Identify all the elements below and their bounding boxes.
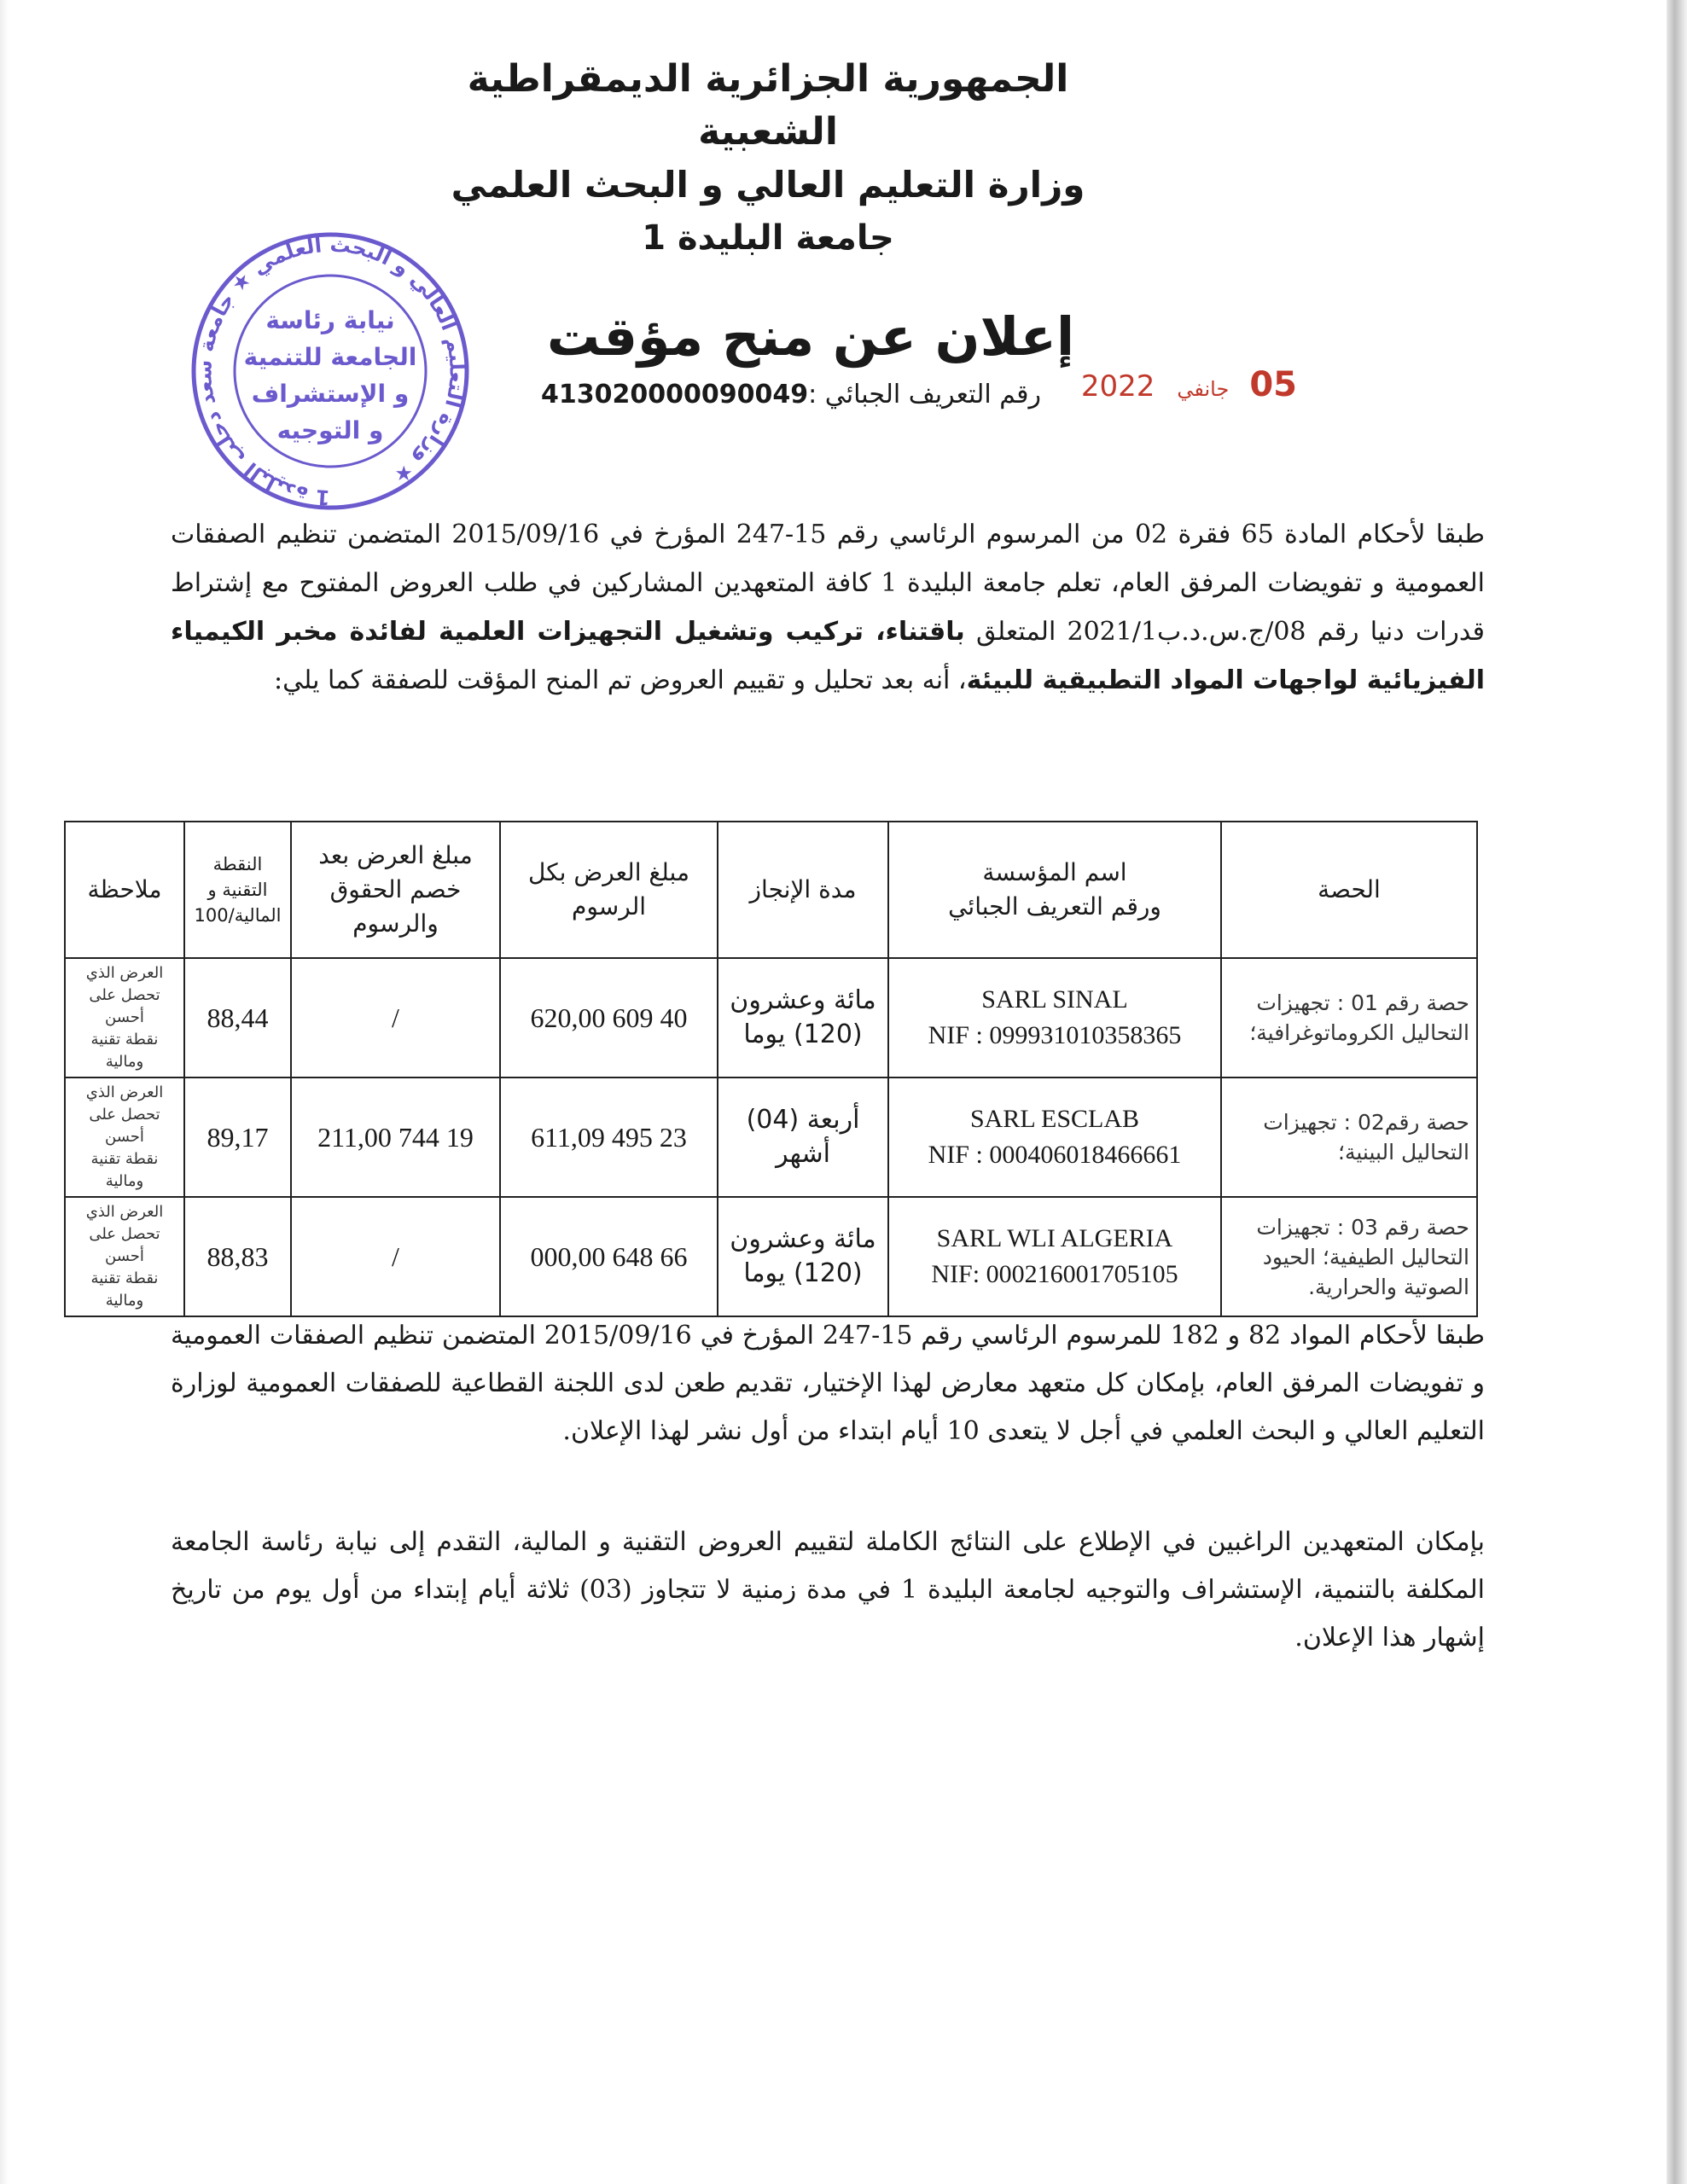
- duration-cell: مائة وعشرون (120) يوما: [718, 1197, 888, 1316]
- amount-after-cell: /: [291, 958, 500, 1077]
- col-duration-header: مدة الإنجاز: [718, 822, 888, 958]
- table-row: [65, 958, 1477, 1077]
- stamp-outer-path: وزارة التعليم العالي و البحث العلمي ★ جامعة سعد دحلب البليدة 1 ★: [192, 232, 469, 510]
- announcement-title: إعلان عن منح مؤقت: [546, 305, 1075, 368]
- duration-cell: مائة وعشرون (120) يوما: [718, 958, 888, 1077]
- official-stamp: [179, 230, 482, 512]
- page-left-edge: [0, 0, 9, 2184]
- duration-cell: أربعة (04) أشهر: [718, 1077, 888, 1197]
- announcement-date: [1080, 365, 1297, 404]
- tax-id-value: 413020000090049: [541, 380, 809, 410]
- col-company-header: اسم المؤسسة ورقم التعريف الجبائي: [888, 822, 1221, 958]
- score-cell: 88,44: [184, 958, 291, 1077]
- document-header: [444, 53, 1092, 264]
- table-row: [65, 1197, 1477, 1316]
- date-day: 05: [1249, 365, 1297, 404]
- intro-text-part2: ، أنه بعد تحليل و تقييم العروض تم المنح المؤقت للصفقة كما يلي:: [274, 665, 967, 695]
- table-header-row: [65, 822, 1477, 958]
- col-amount-after-header: مبلغ العرض بعد خصم الحقوق والرسوم: [291, 822, 500, 958]
- score-cell: 89,17: [184, 1077, 291, 1197]
- note-cell: العرض الذي تحصل على أحسن نقطة تقنية ومالية: [65, 1197, 184, 1316]
- header-university: جامعة البليدة 1: [642, 218, 894, 258]
- score-cell: 88,83: [184, 1197, 291, 1316]
- lot-cell: حصة رقم02 : تجهيزات التحاليل البينية؛: [1221, 1077, 1477, 1197]
- intro-text-bold: باقتناء، تركيب وتشغيل التجهيزات العلمية لفائدة مخبر الكيمياء الفيزيائية لواجهات المواد التطبيقية للبيئة: [171, 617, 1485, 695]
- col-note-header: ملاحظة: [65, 822, 184, 958]
- amount-cell: 23 495 611,09: [500, 1077, 718, 1197]
- date-year: 2022: [1080, 369, 1155, 404]
- header-ministry: وزارة التعليم العالي و البحث العلمي: [451, 164, 1085, 206]
- amount-cell: 66 648 000,00: [500, 1197, 718, 1316]
- stamp-line-1: نيابة رئاسة: [265, 306, 395, 334]
- company-cell: SARL WLI ALGERIA NIF: 000216001705105: [888, 1197, 1221, 1316]
- appeal-paragraph: طبقا لأحكام المواد 82 و 182 للمرسوم الرئاسي رقم 15-247 المؤرخ في 2015/09/16 المتضمن تنظيم الصفقات العمومية و تفويضات المرفق العام، بإمكان كل متعهد معارض لهذا الإختيار، تقديم طعن لدى اللجنة القطاعية للصفقات العمومية لوزارة التعليم العالي و البحث العلمي في أجل لا يتعدى 10 أيام ابتداء من أول نشر لهذا الإعلان.: [171, 1321, 1486, 1446]
- intro-paragraph: [171, 510, 1485, 705]
- note-cell: العرض الذي تحصل على أحسن نقطة تقنية ومالية: [65, 1077, 184, 1197]
- page-right-edge: [1667, 0, 1687, 2184]
- amount-cell: 40 609 620,00: [500, 958, 718, 1077]
- award-table: [64, 821, 1478, 1317]
- lot-cell: حصة رقم 03 : تجهيزات التحاليل الطيفية؛ الحيود الصوتية والحرارية.: [1221, 1197, 1477, 1316]
- company-cell: SARL ESCLAB NIF : 000406018466661: [888, 1077, 1221, 1197]
- stamp-inner-text: [244, 306, 417, 444]
- stamp-line-3: و الإستشراف: [251, 380, 410, 408]
- col-amount-header: مبلغ العرض بكل الرسوم: [500, 822, 718, 958]
- col-lot-header: الحصة: [1221, 822, 1477, 958]
- amount-after-cell: 19 744 211,00: [291, 1077, 500, 1197]
- lot-cell: حصة رقم 01 : تجهيزات التحاليل الكروماتوغرافية؛: [1221, 958, 1477, 1077]
- col-score-header: النقطة التقنية و المالية/100: [184, 822, 291, 958]
- stamp-line-4: و التوجيه: [276, 416, 384, 444]
- date-month: جانفي: [1177, 377, 1230, 401]
- tax-id-label: رقم التعريف الجبائي :: [808, 380, 1041, 410]
- note-cell: العرض الذي تحصل على أحسن نقطة تقنية ومالية: [65, 958, 184, 1077]
- tax-id-line: [529, 380, 1041, 410]
- amount-after-cell: /: [291, 1197, 500, 1316]
- stamp-line-2: الجامعة للتنمية: [243, 343, 417, 371]
- intro-text-part1: طبقا لأحكام المادة 65 فقرة 02 من المرسوم الرئاسي رقم 15-247 المؤرخ في 2015/09/16 المتضمن تنظيم الصفقات العمومية و تفويضات المرفق العام، تعلم جامعة البليدة 1 كافة المتعهدين المشاركين في طلب العروض المفتوح مع إشتراط قدرات دنيا رقم 08/ج.س.د.ب2021/1 المتعلق: [171, 520, 1486, 647]
- consultation-paragraph: بإمكان المتعهدين الراغبين في الإطلاع على النتائج الكاملة لتقييم العروض التقنية و المالية، التقدم إلى نيابة رئاسة الجامعة المكلفة بالتنمية، الإستشراف والتوجيه لجامعة البليدة 1 في مدة زمنية لا تتجاوز (03) ثلاثة أيام إبتداء من أول يوم من تاريخ إشهار هذا الإعلان.: [171, 1527, 1485, 1653]
- company-cell: SARL SINAL NIF : 099931010358365: [888, 958, 1221, 1077]
- table-row: [65, 1077, 1477, 1197]
- header-republic: الجمهورية الجزائرية الديمقراطية الشعبية: [467, 57, 1069, 154]
